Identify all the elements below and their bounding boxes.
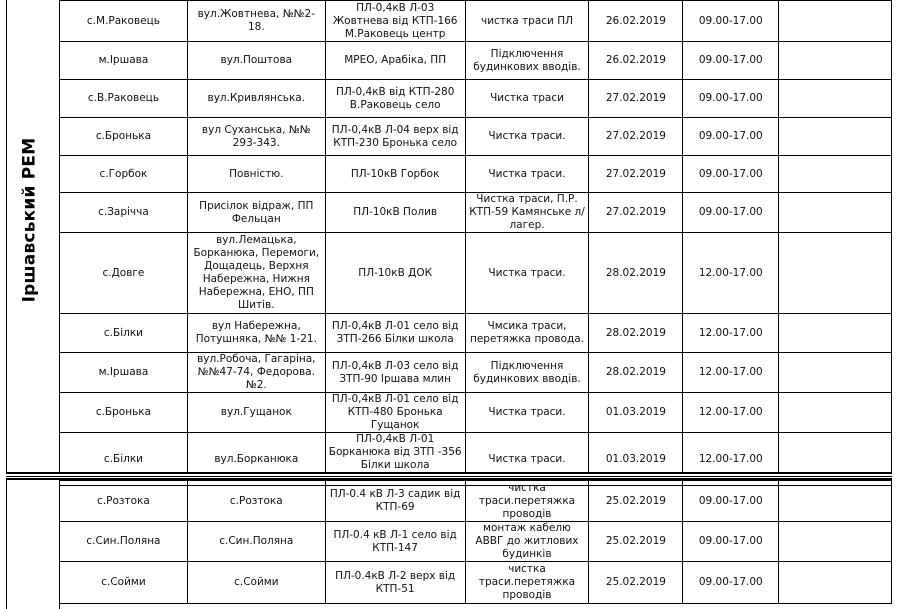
village-cell: с.Бронька xyxy=(60,393,188,433)
work-type-cell: Чистка траси. xyxy=(465,393,589,433)
note-cell xyxy=(779,353,892,393)
street-cell: вул.Кривлянська. xyxy=(187,80,325,118)
street-cell: вул.Поштова xyxy=(187,42,325,80)
table-row xyxy=(60,42,892,80)
time-cell: 09.00-17.00 xyxy=(683,562,779,604)
village-cell: с.М.Раковець xyxy=(60,1,188,42)
village-cell: с.Сойми xyxy=(60,562,188,604)
village-cell: с.Білки xyxy=(60,314,188,353)
work-type-cell: Чистка траси xyxy=(465,80,589,118)
date-cell: 01.03.2019 xyxy=(589,393,683,433)
time-cell: 09.00-17.00 xyxy=(683,80,779,118)
work-type-cell: чистка траси.перетяжка проводів xyxy=(465,562,589,604)
street-cell: с.Сойми xyxy=(187,562,325,604)
note-cell xyxy=(779,118,892,156)
time-cell: 09.00-17.00 xyxy=(683,42,779,80)
power-line-cell: ПЛ-0.4кВ Л-2 верх від КТП-51 xyxy=(325,562,465,604)
village-cell: с.Розтока xyxy=(60,481,188,522)
district-cell-next xyxy=(6,480,60,609)
table-row xyxy=(60,193,892,233)
power-line-cell: ПЛ-10кВ ДОК xyxy=(325,233,465,314)
village-cell: с.Довге xyxy=(60,233,188,314)
note-cell xyxy=(779,193,892,233)
village-cell: м.Іршава xyxy=(60,353,188,393)
table-row xyxy=(60,481,892,522)
table-row xyxy=(60,314,892,353)
power-line-cell: ПЛ-10кВ Горбок xyxy=(325,156,465,193)
village-cell: с.Зарічча xyxy=(60,193,188,233)
table-row xyxy=(60,393,892,433)
work-type-cell: Підключення будинкових вводів. xyxy=(465,353,589,393)
power-line-cell: ПЛ-0,4кВ Л-01 село від ЗТП-266 Білки школа xyxy=(325,314,465,353)
power-line-cell: ПЛ-10кВ Полив xyxy=(325,193,465,233)
power-line-cell: ПЛ-0,4кВ від КТП-280 В.Раковець село xyxy=(325,80,465,118)
power-line-cell: ПЛ-0.4 кВ Л-1 село від КТП-147 xyxy=(325,522,465,562)
date-cell: 27.02.2019 xyxy=(589,80,683,118)
schedule-table-irshava xyxy=(59,0,892,486)
table-row xyxy=(60,522,892,562)
district-cell xyxy=(6,0,60,472)
street-cell: вул.Лемацька, Борканюка, Перемоги, Дощадець, Верхня Набережна, Нижня Набережна, ЕНО, ПП Шитів. xyxy=(187,233,325,314)
date-cell: 25.02.2019 xyxy=(589,481,683,522)
time-cell: 12.00-17.00 xyxy=(683,433,779,486)
schedule-table-next-district xyxy=(59,480,892,604)
work-type-cell: чистка траси.перетяжка проводів xyxy=(465,481,589,522)
table-row xyxy=(60,233,892,314)
time-cell: 09.00-17.00 xyxy=(683,481,779,522)
time-cell: 12.00-17.00 xyxy=(683,314,779,353)
time-cell: 09.00-17.00 xyxy=(683,118,779,156)
table-row xyxy=(60,80,892,118)
power-line-cell: ПЛ-0,4кВ Л-03 село від ЗТП-90 Іршава млин xyxy=(325,353,465,393)
district-label-box xyxy=(11,137,47,303)
note-cell xyxy=(779,156,892,193)
power-line-cell: МРЕО, Арабіка, ПП xyxy=(325,42,465,80)
date-cell: 26.02.2019 xyxy=(589,1,683,42)
village-cell: с.Бронька xyxy=(60,118,188,156)
work-type-cell: Підключення будинкових вводів. xyxy=(465,42,589,80)
power-line-cell: ПЛ-0,4кВ Л-03 Жовтнева від КТП-166 М.Раковець центр xyxy=(325,1,465,42)
date-cell: 25.02.2019 xyxy=(589,522,683,562)
note-cell xyxy=(779,522,892,562)
time-cell: 12.00-17.00 xyxy=(683,233,779,314)
street-cell: с.Розтока xyxy=(187,481,325,522)
district-label: Іршавський РЕМ xyxy=(19,137,39,303)
work-type-cell: Чистка траси. xyxy=(465,433,589,486)
street-cell: с.Син.Поляна xyxy=(187,522,325,562)
note-cell xyxy=(779,42,892,80)
work-type-cell: чистка траси ПЛ xyxy=(465,1,589,42)
village-cell: с.Син.Поляна xyxy=(60,522,188,562)
note-cell xyxy=(779,1,892,42)
street-cell: вул.Робоча, Гагаріна, №№47-74, Федорова.№2. xyxy=(187,353,325,393)
time-cell: 12.00-17.00 xyxy=(683,393,779,433)
time-cell: 09.00-17.00 xyxy=(683,193,779,233)
work-type-cell: Чистка траси. xyxy=(465,156,589,193)
work-type-cell: Чмсика траси, перетяжка провода. xyxy=(465,314,589,353)
work-type-cell: Чистка траси. xyxy=(465,118,589,156)
note-cell xyxy=(779,80,892,118)
section-divider xyxy=(6,472,892,480)
note-cell xyxy=(779,233,892,314)
street-cell: вул Набережна, Потушняка, №№ 1-21. xyxy=(187,314,325,353)
time-cell: 09.00-17.00 xyxy=(683,1,779,42)
date-cell: 01.03.2019 xyxy=(589,433,683,486)
power-line-cell: ПЛ-0,4кВ Л-01 село від КТП-480 Бронька Гущанок xyxy=(325,393,465,433)
time-cell: 12.00-17.00 xyxy=(683,353,779,393)
date-cell: 27.02.2019 xyxy=(589,193,683,233)
street-cell: вул.Гущанок xyxy=(187,393,325,433)
street-cell: вул.Борканюка xyxy=(187,433,325,486)
table-row xyxy=(60,118,892,156)
date-cell: 28.02.2019 xyxy=(589,314,683,353)
village-cell: с.Білки xyxy=(60,433,188,486)
table-row xyxy=(60,562,892,604)
street-cell: Повністю. xyxy=(187,156,325,193)
street-cell: вул.Жовтнева, №№2-18. xyxy=(187,1,325,42)
table-row xyxy=(60,353,892,393)
table-row xyxy=(60,1,892,42)
village-cell: с.В.Раковець xyxy=(60,80,188,118)
date-cell: 28.02.2019 xyxy=(589,233,683,314)
date-cell: 27.02.2019 xyxy=(589,156,683,193)
time-cell: 09.00-17.00 xyxy=(683,156,779,193)
note-cell xyxy=(779,314,892,353)
street-cell: вул Суханська, №№ 293-343. xyxy=(187,118,325,156)
power-line-cell: ПЛ-0.4 кВ Л-3 садик від КТП-69 xyxy=(325,481,465,522)
street-cell: Присілок відраж, ПП Фельцан xyxy=(187,193,325,233)
table-row xyxy=(60,156,892,193)
note-cell xyxy=(779,393,892,433)
note-cell xyxy=(779,481,892,522)
date-cell: 26.02.2019 xyxy=(589,42,683,80)
village-cell: м.Іршава xyxy=(60,42,188,80)
note-cell xyxy=(779,562,892,604)
power-line-cell: ПЛ-0,4кВ Л-04 верх від КТП-230 Бронька село xyxy=(325,118,465,156)
date-cell: 28.02.2019 xyxy=(589,353,683,393)
date-cell: 27.02.2019 xyxy=(589,118,683,156)
outage-schedule-sheet xyxy=(6,0,892,609)
work-type-cell: монтаж кабелю АВВГ до житлових будинків xyxy=(465,522,589,562)
work-type-cell: Чистка траси, П.Р. КТП-59 Камянське л/лагер. xyxy=(465,193,589,233)
time-cell: 09.00-17.00 xyxy=(683,522,779,562)
village-cell: с.Горбок xyxy=(60,156,188,193)
date-cell: 25.02.2019 xyxy=(589,562,683,604)
power-line-cell: ПЛ-0,4кВ Л-01 Борканюка від ЗТП -356 Білки школа xyxy=(325,433,465,486)
work-type-cell: Чистка траси. xyxy=(465,233,589,314)
